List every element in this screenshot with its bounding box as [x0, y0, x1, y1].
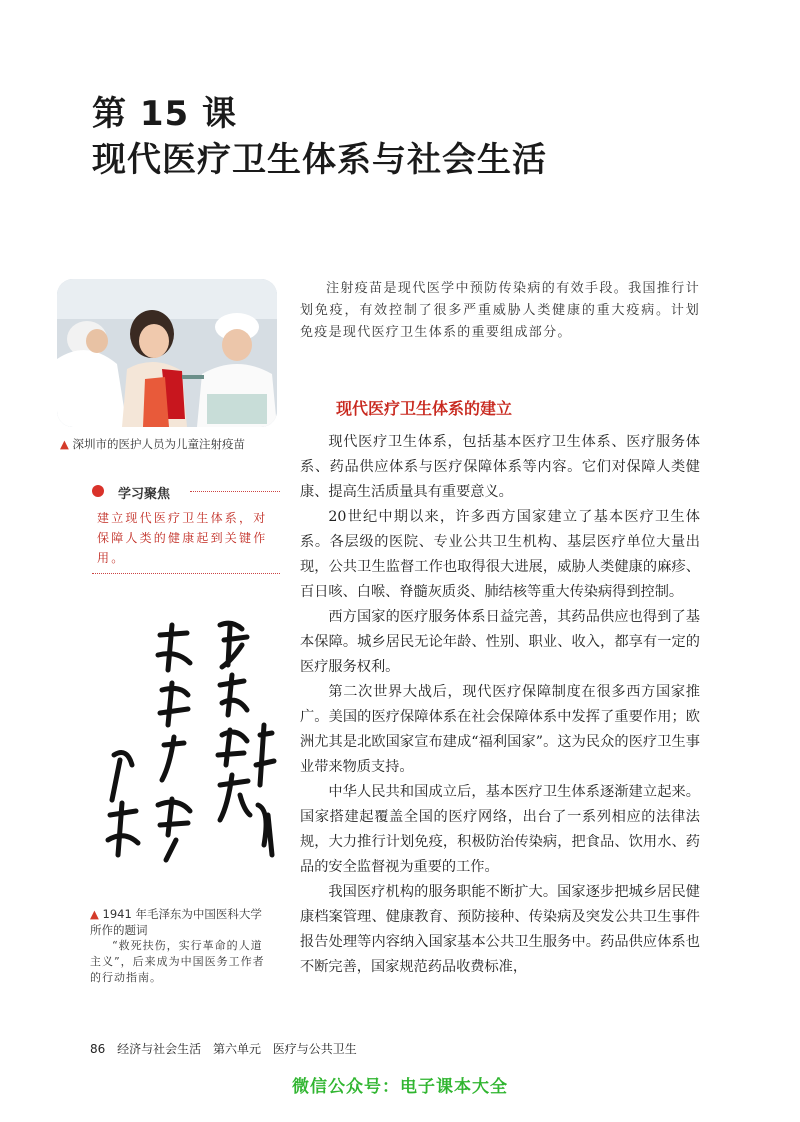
photo-caption — [60, 436, 245, 452]
intro-paragraph: 注射疫苗是现代医学中预防传染病的有效手段。我国推行计划免疫，有效控制了很多严重威胁人类健康的重大疫病。计划免疫是现代医疗卫生体系的重要组成部分。 — [300, 281, 700, 340]
lesson-title: 现代医疗卫生体系与社会生活 — [92, 140, 547, 180]
unit-number: 第六单元 — [212, 1042, 261, 1056]
page-footer — [90, 1040, 365, 1057]
page-number: 86 — [90, 1042, 106, 1056]
paragraph: 现代医疗卫生体系，包括基本医疗卫生体系、医疗服务体系、药品供应体系与医疗保障体系等内容。它们对保障人类健康、提高生活质量具有重要意义。 — [300, 434, 700, 500]
study-focus-text: 建立现代医疗卫生体系，对保障人类的健康起到关键作用。 — [97, 511, 268, 565]
study-focus-header — [92, 483, 280, 502]
watermark-text: 微信公众号：电子课本大全 — [292, 1077, 508, 1097]
body-text — [300, 430, 700, 980]
caption-triangle-icon: ▲ — [60, 437, 69, 451]
divider — [92, 573, 280, 574]
section-title: 现代医疗卫生体系的建立 — [336, 399, 513, 418]
unit-title: 医疗与公共卫生 — [272, 1042, 357, 1056]
red-dot-icon — [92, 485, 104, 497]
photo-caption-text: 深圳市的医护人员为儿童注射疫苗 — [72, 437, 246, 451]
book-title: 经济与社会生活 — [117, 1042, 202, 1056]
vaccination-photo — [57, 279, 277, 427]
paragraph: 20世纪中期以来，许多西方国家建立了基本医疗卫生体系。各层级的医院、专业公共卫生机构、基层医疗单位大量出现，公共卫生监督工作也取得很大进展，威胁人类健康的麻疹、百日咳、白喉、脊髓灰质炎、肺结核等重大传染病得到控制。 — [300, 509, 700, 600]
study-focus-label: 学习聚焦 — [118, 487, 171, 502]
calligraphy-caption — [90, 906, 270, 986]
calligraphy-quote: “救死扶伤，实行革命的人道主义”，后来成为中国医务工作者的行动指南。 — [90, 939, 265, 984]
divider — [190, 491, 280, 492]
caption-triangle-icon: ▲ — [90, 907, 99, 921]
calligraphy-caption-text: 1941 年毛泽东为中国医科大学所作的题词 — [90, 907, 262, 937]
paragraph: 中华人民共和国成立后，基本医疗卫生体系逐渐建立起来。国家搭建起覆盖全国的医疗网络，出台了一系列相应的法律法规，大力推行计划免疫，积极防治传染病，把食品、饮用水、药品的安全监督视为重要的工作。 — [300, 784, 700, 875]
lesson-number: 第 15 课 — [92, 94, 237, 134]
calligraphy-image — [92, 615, 282, 895]
paragraph: 第二次世界大战后，现代医疗保障制度在很多西方国家推广。美国的医疗保障体系在社会保障体系中发挥了重要作用；欧洲尤其是北欧国家宣布建成“福利国家”。这为民众的医疗卫生事业带来物质支持。 — [300, 684, 700, 775]
paragraph: 西方国家的医疗服务体系日益完善，其药品供应也得到了基本保障。城乡居民无论年龄、性别、职业、收入，都享有一定的医疗服务权利。 — [300, 609, 700, 675]
paragraph: 我国医疗机构的服务职能不断扩大。国家逐步把城乡居民健康档案管理、健康教育、预防接种、传染病及突发公共卫生事件报告处理等内容纳入国家基本公共卫生服务中。药品供应体系也不断完善，国家规范药品收费标准， — [300, 884, 700, 975]
